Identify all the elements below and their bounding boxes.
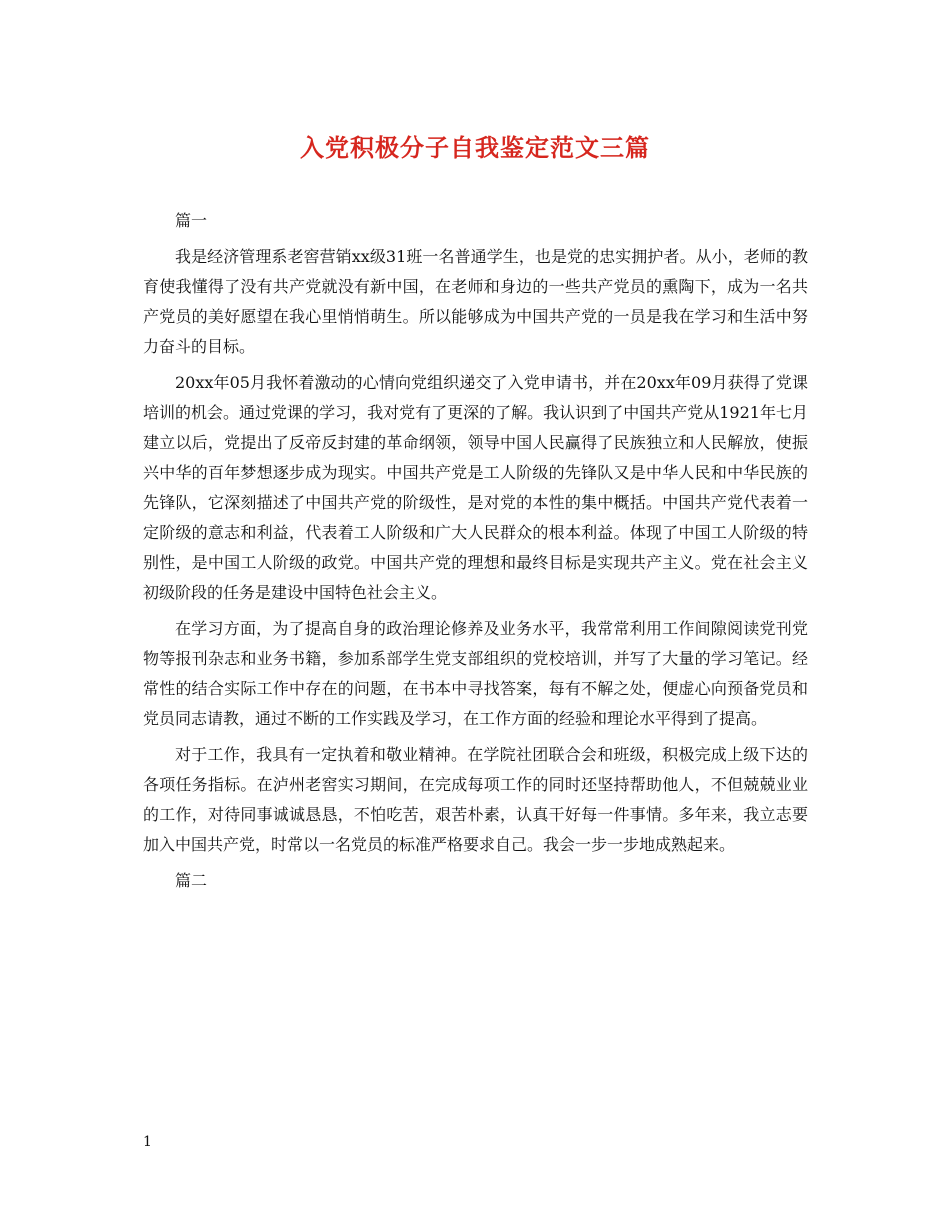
document-title: 入党积极分子自我鉴定范文三篇 xyxy=(300,134,650,162)
page-number: 1 xyxy=(143,1134,152,1150)
section-heading-2: 篇二 xyxy=(175,871,208,890)
paragraph-3: 在学习方面，为了提高自身的政治理论修养及业务水平，我常常利用工作间隙阅读党刊党物等报刊杂志和业务书籍，参加系部学生党支部组织的党校培训，并写了大量的学习笔记。经常性的结合实际工作中存在的问题，在书本中寻找答案，每有不解之处，便虚心向预备党员和党员同志请教，通过不断的工作实践及学习，在工作方面的经验和理论水平得到了提高。 xyxy=(143,619,808,728)
paragraph-4: 对于工作，我具有一定执着和敬业精神。在学院社团联合会和班级，积极完成上级下达的各项任务指标。在泸州老窖实习期间，在完成每项工作的同时还坚持帮助他人，不但兢兢业业的工作，对待同事诚诚恳恳，不怕吃苦，艰苦朴素，认真干好每一件事情。多年来，我立志要加入中国共产党，时常以一名党员的标准严格要求自己。我会一步一步地成熟起来。 xyxy=(143,745,808,854)
section-heading-1: 篇一 xyxy=(175,211,208,230)
paragraph-2: 20xx年05月我怀着激动的心情向党组织递交了入党申请书，并在20xx年09月获得了党课培训的机会。通过党课的学习，我对党有了更深的了解。我认识到了中国共产党从1921年七月建立以后，党提出了反帝反封建的革命纲领，领导中国人民赢得了民族独立和人民解放，使振兴中华的百年梦想逐步成为现实。中国共产党是工人阶级的先锋队又是中华人民和中华民族的先锋队，它深刻描述了中国共产党的阶级性，是对党的本性的集中概括。中国共产党代表着一定阶级的意志和利益，代表着工人阶级和广大人民群众的根本利益。体现了中国工人阶级的特别性，是中国工人阶级的政党。中国共产党的理想和最终目标是实现共产主义。党在社会主义初级阶段的任务是建设中国特色社会主义。 xyxy=(143,373,808,602)
paragraph-1: 我是经济管理系老窖营销xx级31班一名普通学生，也是党的忠实拥护者。从小，老师的教育使我懂得了没有共产党就没有新中国，在老师和身边的一些共产党员的熏陶下，成为一名共产党员的美好愿望在我心里悄悄萌生。所以能够成为中国共产党的一员是我在学习和生活中努力奋斗的目标。 xyxy=(143,247,808,356)
document-body xyxy=(143,206,808,902)
